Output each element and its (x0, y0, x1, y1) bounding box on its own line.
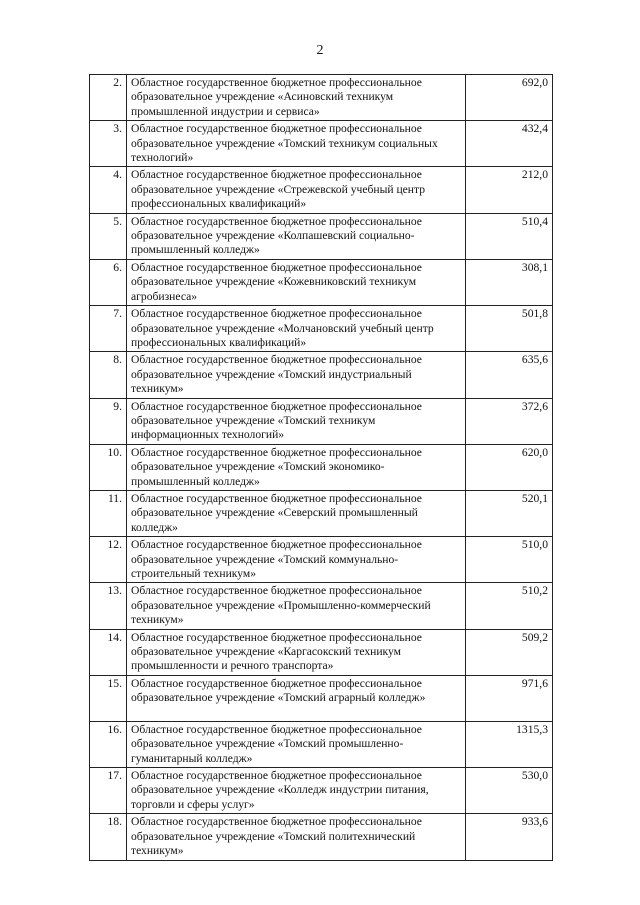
table-row (90, 490, 553, 536)
table-row (90, 768, 553, 814)
amount-value: 635,6 (466, 352, 553, 398)
page-number: 2 (316, 43, 324, 58)
row-number: 7. (90, 306, 127, 352)
institution-name: Областное государственное бюджетное профессиональное образовательное учреждение «Томский экономико-промышленный колледж» (127, 444, 466, 490)
amount-value: 308,1 (466, 259, 553, 305)
table-row (90, 352, 553, 398)
institution-name: Областное государственное бюджетное профессиональное образовательное учреждение «Северский промышленный колледж» (127, 490, 466, 536)
institution-name: Областное государственное бюджетное профессиональное образовательное учреждение «Кожевниковский техникум агробизнеса» (127, 259, 466, 305)
institution-name: Областное государственное бюджетное профессиональное образовательное учреждение «Томский аграрный колледж» (127, 675, 466, 721)
amount-value: 620,0 (466, 444, 553, 490)
table-row (90, 213, 553, 259)
table-row (90, 583, 553, 629)
institution-name: Областное государственное бюджетное профессиональное образовательное учреждение «Колледж индустрии питания, торговли и сферы услуг» (127, 768, 466, 814)
row-number: 9. (90, 398, 127, 444)
table-body (90, 75, 553, 861)
table-row (90, 121, 553, 167)
institution-name: Областное государственное бюджетное профессиональное образовательное учреждение «Томский техникум социальных технологий» (127, 121, 466, 167)
institution-name: Областное государственное бюджетное профессиональное образовательное учреждение «Молчановский учебный центр профессиональных квалификаций» (127, 306, 466, 352)
amount-value: 510,0 (466, 537, 553, 583)
institution-name: Областное государственное бюджетное профессиональное образовательное учреждение «Промышленно-коммерческий техникум» (127, 583, 466, 629)
institution-name: Областное государственное бюджетное профессиональное образовательное учреждение «Томский промышленно-гуманитарный колледж» (127, 721, 466, 767)
table-row (90, 259, 553, 305)
amount-value: 933,6 (466, 814, 553, 860)
amount-value: 510,4 (466, 213, 553, 259)
row-number: 16. (90, 721, 127, 767)
table-row (90, 167, 553, 213)
institution-name: Областное государственное бюджетное профессиональное образовательное учреждение «Томский индустриальный техникум» (127, 352, 466, 398)
table-row (90, 814, 553, 860)
table-row (90, 629, 553, 675)
row-number: 10. (90, 444, 127, 490)
institution-name: Областное государственное бюджетное профессиональное образовательное учреждение «Томский политехнический техникум» (127, 814, 466, 860)
table-row (90, 721, 553, 767)
table-row (90, 537, 553, 583)
row-number: 3. (90, 121, 127, 167)
institution-name: Областное государственное бюджетное профессиональное образовательное учреждение «Асиновский техникум промышленной индустрии и сервиса» (127, 75, 466, 121)
amount-value: 692,0 (466, 75, 553, 121)
amount-value: 510,2 (466, 583, 553, 629)
amount-value: 509,2 (466, 629, 553, 675)
row-number: 13. (90, 583, 127, 629)
row-number: 8. (90, 352, 127, 398)
funding-table (89, 74, 553, 861)
institution-name: Областное государственное бюджетное профессиональное образовательное учреждение «Колпашевский социально-промышленный колледж» (127, 213, 466, 259)
amount-value: 432,4 (466, 121, 553, 167)
row-number: 17. (90, 768, 127, 814)
institution-name: Областное государственное бюджетное профессиональное образовательное учреждение «Томский коммунально-строительный техникум» (127, 537, 466, 583)
row-number: 15. (90, 675, 127, 721)
row-number: 4. (90, 167, 127, 213)
row-number: 2. (90, 75, 127, 121)
row-number: 12. (90, 537, 127, 583)
table-row (90, 675, 553, 721)
row-number: 6. (90, 259, 127, 305)
amount-value: 971,6 (466, 675, 553, 721)
institution-name: Областное государственное бюджетное профессиональное образовательное учреждение «Томский техникум информационных технологий» (127, 398, 466, 444)
amount-value: 501,8 (466, 306, 553, 352)
institution-name: Областное государственное бюджетное профессиональное образовательное учреждение «Каргасокский техникум промышленности и речного транспорта» (127, 629, 466, 675)
row-number: 5. (90, 213, 127, 259)
table-row (90, 398, 553, 444)
amount-value: 520,1 (466, 490, 553, 536)
amount-value: 1315,3 (466, 721, 553, 767)
row-number: 11. (90, 490, 127, 536)
row-number: 14. (90, 629, 127, 675)
table-row (90, 306, 553, 352)
row-number: 18. (90, 814, 127, 860)
amount-value: 212,0 (466, 167, 553, 213)
institution-name: Областное государственное бюджетное профессиональное образовательное учреждение «Стрежевской учебный центр профессиональных квалификаций» (127, 167, 466, 213)
amount-value: 372,6 (466, 398, 553, 444)
amount-value: 530,0 (466, 768, 553, 814)
table-row (90, 444, 553, 490)
table-row (90, 75, 553, 121)
